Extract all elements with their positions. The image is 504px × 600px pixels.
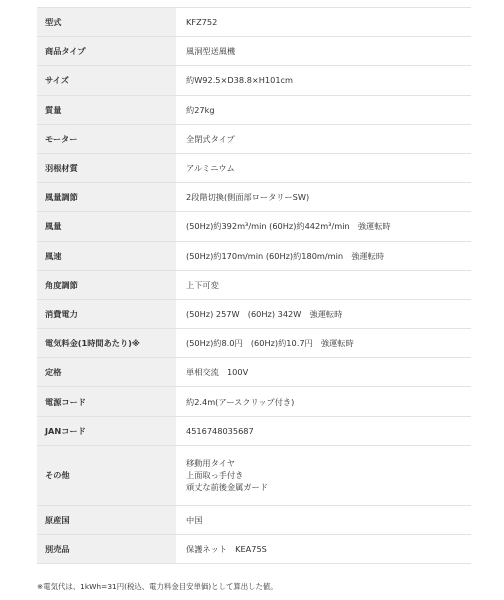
spec-value-line: 4516748035687 bbox=[186, 425, 254, 436]
spec-value bbox=[176, 241, 471, 270]
spec-table-body bbox=[37, 8, 471, 564]
spec-value-line: KFZ752 bbox=[186, 17, 218, 28]
table-row bbox=[37, 416, 471, 445]
table-row bbox=[37, 387, 471, 416]
table-row bbox=[37, 445, 471, 505]
spec-value bbox=[176, 183, 471, 212]
spec-value-line: (50Hz) 257W (60Hz) 342W 強運転時 bbox=[186, 308, 343, 319]
spec-value bbox=[176, 416, 471, 445]
spec-value bbox=[176, 535, 471, 564]
spec-label: 風速 bbox=[37, 241, 176, 270]
table-row bbox=[37, 95, 471, 124]
footnote: ※電気代は、1kWh=31円(税込、電力料金目安単価)として算出した値。 bbox=[37, 582, 278, 591]
spec-value-line: 上面取っ手付き bbox=[186, 470, 244, 481]
spec-value-line: (50Hz)約8.0円 (60Hz)約10.7円 強運転時 bbox=[186, 338, 354, 349]
spec-value-line: 風洞型送風機 bbox=[186, 46, 236, 57]
spec-value bbox=[176, 153, 471, 182]
spec-label: 風量調節 bbox=[37, 183, 176, 212]
spec-label: 商品タイプ bbox=[37, 37, 176, 66]
spec-value-line: 上下可変 bbox=[186, 279, 219, 290]
spec-table bbox=[37, 7, 471, 564]
table-row bbox=[37, 299, 471, 328]
spec-value-line: 単相交流 100V bbox=[186, 367, 249, 378]
table-row bbox=[37, 37, 471, 66]
spec-label: サイズ bbox=[37, 66, 176, 95]
spec-label: 風量 bbox=[37, 212, 176, 241]
table-row bbox=[37, 8, 471, 37]
spec-value-line: 移動用タイヤ bbox=[186, 458, 235, 469]
table-row bbox=[37, 505, 471, 534]
spec-label: その他 bbox=[37, 445, 176, 505]
spec-value bbox=[176, 270, 471, 299]
spec-value-line: 中国 bbox=[186, 514, 203, 525]
spec-value-line: 約2.4m(アースクリップ付き) bbox=[186, 396, 295, 407]
spec-value bbox=[176, 387, 471, 416]
spec-value-line: 全閉式タイプ bbox=[186, 133, 235, 144]
spec-label: 羽根材質 bbox=[37, 153, 176, 182]
table-row bbox=[37, 124, 471, 153]
spec-value bbox=[176, 329, 471, 358]
table-row bbox=[37, 183, 471, 212]
table-row bbox=[37, 535, 471, 564]
spec-value-line: 保護ネット KEA75S bbox=[186, 544, 267, 555]
spec-label: 角度調節 bbox=[37, 270, 176, 299]
spec-label: 定格 bbox=[37, 358, 176, 387]
spec-label: モーター bbox=[37, 124, 176, 153]
spec-label: 原産国 bbox=[37, 505, 176, 534]
spec-value bbox=[176, 95, 471, 124]
spec-value bbox=[176, 358, 471, 387]
spec-label: 消費電力 bbox=[37, 299, 176, 328]
spec-value bbox=[176, 212, 471, 241]
spec-label: 別売品 bbox=[37, 535, 176, 564]
spec-value bbox=[176, 505, 471, 534]
spec-value bbox=[176, 66, 471, 95]
spec-value-line: (50Hz)約170m/min (60Hz)約180m/min 強運転時 bbox=[186, 250, 385, 261]
spec-label: 電源コード bbox=[37, 387, 176, 416]
spec-value bbox=[176, 37, 471, 66]
table-row bbox=[37, 241, 471, 270]
spec-value-line: 2段階切換(側面部ロータリーSW) bbox=[186, 192, 310, 203]
spec-value-line: 約W92.5×D38.8×H101cm bbox=[186, 75, 294, 86]
spec-label: JANコード bbox=[37, 416, 176, 445]
table-row bbox=[37, 329, 471, 358]
spec-value-line: 頑丈な前後金属ガード bbox=[186, 482, 268, 493]
spec-label: 質量 bbox=[37, 95, 176, 124]
table-row bbox=[37, 358, 471, 387]
spec-table-container bbox=[37, 7, 471, 564]
spec-value-line: (50Hz)約392m³/min (60Hz)約442m³/min 強運転時 bbox=[186, 221, 391, 232]
spec-value bbox=[176, 8, 471, 37]
table-row bbox=[37, 270, 471, 299]
spec-value-line: アルミニウム bbox=[186, 163, 235, 174]
spec-value bbox=[176, 124, 471, 153]
table-row bbox=[37, 66, 471, 95]
table-row bbox=[37, 212, 471, 241]
spec-label: 電気料金(1時間あたり)※ bbox=[37, 329, 176, 358]
table-row bbox=[37, 153, 471, 182]
spec-value bbox=[176, 445, 471, 505]
spec-label: 型式 bbox=[37, 8, 176, 37]
spec-value-line: 約27kg bbox=[186, 104, 215, 115]
spec-value bbox=[176, 299, 471, 328]
